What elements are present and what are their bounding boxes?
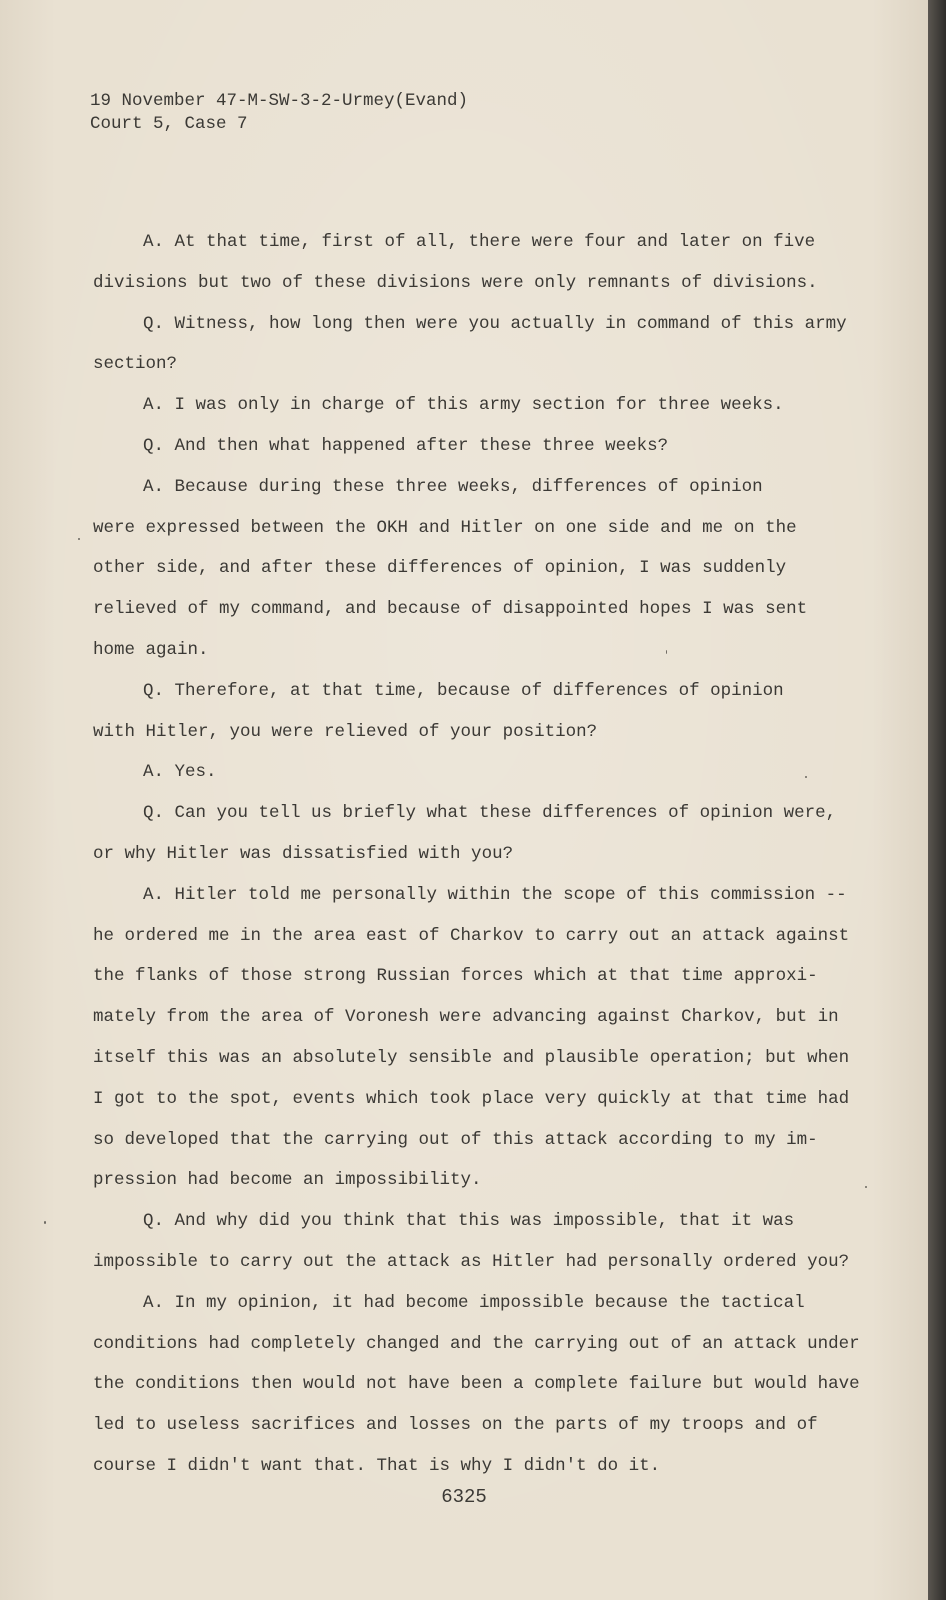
transcript-line-indented: Q. Witness, how long then were you actually in command of this army	[143, 313, 847, 334]
header-line-date-reference: 19 November 47-M-SW-3-2-Urmey(Evand)	[90, 91, 469, 111]
transcript-line-indented: A. Yes.	[143, 762, 217, 783]
transcript-line-indented: Q. And then what happened after these three weeks?	[143, 435, 669, 456]
transcript-body	[93, 222, 860, 1487]
transcript-line: conditions had completely changed and the carrying out of an attack under	[93, 1333, 860, 1354]
transcript-line-indented: A. In my opinion, it had become impossible because the tactical	[143, 1292, 805, 1313]
transcript-line: course I didn't want that. That is why I didn't do it.	[93, 1455, 661, 1476]
transcript-line: itself this was an absolutely sensible and plausible operation; but when	[93, 1047, 850, 1068]
transcript-line-indented: A. Hitler told me personally within the scope of this commission --	[143, 884, 847, 905]
transcript-line: the flanks of those strong Russian forces which at that time approxi-	[93, 966, 818, 987]
paper-speck	[805, 776, 807, 778]
transcript-line: other side, and after these differences of opinion, I was suddenly	[93, 558, 787, 579]
header-line-court-case: Court 5, Case 7	[90, 114, 248, 134]
transcript-line: were expressed between the OKH and Hitler on one side and me on the	[93, 517, 797, 538]
transcript-line: relieved of my command, and because of disappointed hopes I was sent	[93, 599, 808, 620]
transcript-line: he ordered me in the area east of Charkov to carry out an attack against	[93, 925, 850, 946]
transcript-line-indented: A. Because during these three weeks, differences of opinion	[143, 476, 763, 497]
paper-speck	[865, 1186, 867, 1188]
transcript-line: divisions but two of these divisions were only remnants of divisions.	[93, 272, 818, 293]
transcript-line: or why Hitler was dissatisfied with you?	[93, 843, 514, 864]
transcript-line-indented: Q. And why did you think that this was impossible, that it was	[143, 1211, 795, 1232]
transcript-line: led to useless sacrifices and losses on the parts of my troops and of	[93, 1415, 818, 1436]
transcript-line: so developed that the carrying out of this attack according to my im-	[93, 1129, 818, 1150]
page-edge-shadow	[928, 0, 946, 1600]
transcript-line: I got to the spot, events which took place very quickly at that time had	[93, 1088, 850, 1109]
transcript-line: section?	[93, 354, 178, 375]
transcript-line-indented: A. I was only in charge of this army section for three weeks.	[143, 395, 784, 416]
paper-speck	[44, 1221, 46, 1224]
transcript-line-indented: Q. Can you tell us briefly what these differences of opinion were,	[143, 803, 837, 824]
transcript-line-indented: Q. Therefore, at that time, because of differences of opinion	[143, 680, 784, 701]
document-header	[90, 90, 468, 136]
paper-speck	[666, 650, 667, 654]
paper-speck	[78, 538, 80, 540]
page-number: 6325	[441, 1486, 487, 1508]
transcript-line-indented: A. At that time, first of all, there were four and later on five	[143, 232, 816, 252]
transcript-line: mately from the area of Voronesh were advancing against Charkov, but in	[93, 1007, 839, 1028]
transcript-line: pression had become an impossibility.	[93, 1170, 482, 1191]
transcript-line: with Hitler, you were relieved of your position?	[93, 721, 598, 742]
transcript-line: impossible to carry out the attack as Hitler had personally ordered you?	[93, 1251, 850, 1272]
transcript-line: the conditions then would not have been a complete failure but would have	[93, 1374, 860, 1395]
transcript-line: home again.	[93, 639, 209, 660]
